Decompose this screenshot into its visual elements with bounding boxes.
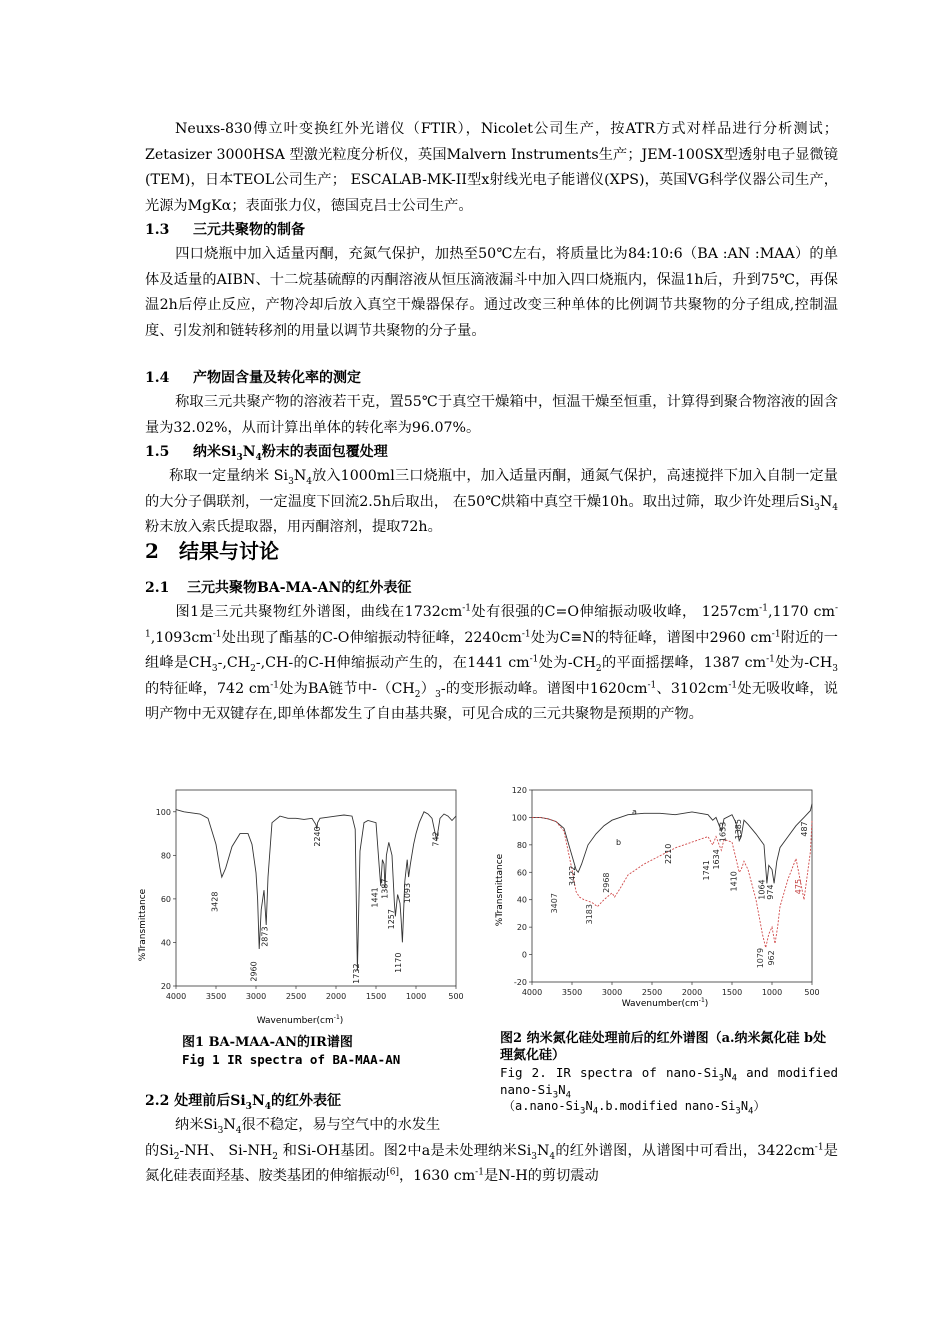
peak-label: 1441 (370, 887, 380, 908)
y-tick-label: 40 (516, 895, 527, 905)
x-axis-label: $Wavenumber(cm^{-1})$ (256, 1014, 344, 1026)
peak-label: 1064 (757, 879, 767, 900)
x-tick-label: 1000 (761, 988, 783, 997)
y-axis-label: %Transmittance (495, 853, 505, 927)
peak-label: 1093 (403, 882, 412, 904)
section-heading-1-5: 1.5 纳米$Si_3N_4$粉末的表面包覆处理 (145, 444, 388, 463)
fig2-caption-en: Fig 2. IR spectra of nano-$Si_3N_4$ and modified nano-$Si_3N_4$ (500, 1065, 838, 1101)
x-tick-label: 2000 (325, 992, 347, 1001)
x-tick-label: 1500 (365, 992, 387, 1001)
peak-label: 3422 (568, 865, 578, 886)
y-tick-label: 100 (511, 813, 527, 823)
peak-label: 1741 (701, 860, 711, 881)
peak-label: 1634 (711, 849, 721, 870)
peak-label: 2210 (664, 843, 674, 865)
x-tick-label: 4000 (165, 992, 187, 1001)
peak-label: 2873 (260, 926, 270, 947)
peak-label: 2240 (313, 826, 322, 847)
peak-label: 1732 (352, 963, 362, 984)
section-heading-2-2: 2.2 处理前后$Si_3N_4$的红外表征 (145, 1093, 341, 1112)
y-tick-label: 80 (160, 851, 171, 861)
peak-label: 3428 (210, 891, 220, 912)
fig2-caption-cn: 图2 纳米氮化硅处理前后的红外谱图（a.纳米氮化硅 b处理氮化硅） (500, 1031, 827, 1063)
paragraph-2-2: 纳米$Si_3N_4$很不稳定，易与空气中的水发生 的$Si_2-NH$、 $Si-NH_2$ 和Si-OH基团。图2中a是未处理纳米$Si_3N_4$的红外谱图，从谱图中可看出，$3422cm^{-1}$是氮化硅表面羟基、胺类基团的伸缩振动[6]，1630 $cm^{-1}$是N-H的剪切震动 (145, 1117, 838, 1184)
peak-label: 1410 (729, 871, 739, 892)
x-tick-label: 2500 (641, 988, 663, 997)
plot-frame (176, 790, 456, 986)
section-heading-1-4: 1.4 产物固含量及转化率的测定 (145, 370, 361, 386)
y-tick-label: 60 (516, 868, 527, 878)
peak-label: b (616, 837, 622, 847)
peak-label: 487 (800, 821, 810, 837)
peak-label: 1633 (718, 821, 728, 843)
y-tick-label: 100 (155, 807, 171, 817)
y-tick-label: 20 (160, 982, 171, 991)
y-tick-label: 120 (511, 786, 527, 795)
y-tick-label: 0 (521, 950, 527, 960)
y-axis-label: %Transmittance (138, 888, 148, 962)
y-tick-label: -20 (513, 978, 527, 987)
section-heading-2-1: 2.1 三元共聚物BA-MA-AN的红外表征 (145, 580, 412, 596)
peak-label: 475 (793, 878, 803, 895)
paragraph-2-1: 图1是三元共聚物红外谱图，曲线在$1732cm^{-1}$处有很强的C=O伸缩振动吸收峰， $1257cm^{-1},1170$ $cm^{-1},1093cm^{-1}$处出现了酯基的C-O伸缩振动特征峰，$2240cm^{-1}$处为C≡N的特征峰，谱图中2960 $cm^{-1}$附近的一组峰是$CH_3-,CH_2-,CH-$的C-H伸缩振动产生的，在1441 $cm^{-1}$处为$-CH_2$的平面摇摆峰，1387 $cm^{-1}$处为$-CH_3$的特征峰，742 $cm^{-1}$处为BA链节中$-(CH_2)_3-$的变形振动峰。谱图中$1620cm^{-1}$、$3102cm^{-1}$处无吸收峰，说明产物中无双键存在,即单体都发生了自由基共聚，可见合成的三元共聚物是预期的产物。 (145, 603, 839, 722)
peak-label: 1257 (387, 909, 396, 930)
y-tick-label: 60 (160, 894, 171, 904)
x-tick-label: 2500 (285, 992, 307, 1001)
x-tick-label: 500 (448, 992, 464, 1001)
y-tick-label: 40 (160, 938, 171, 948)
peak-label: 1387 (380, 878, 390, 899)
paragraph-1-3: 四口烧瓶中加入适量丙酮，充氮气保护，加热至50℃左右，将质量比为84:10:6（BA :AN :MAA）的单体及适量的AIBN、十二烷基硫醇的丙酮溶液从恒压滴液漏斗中加入四口烧瓶内，保温1h后，升到75℃，再保温2h后停止反应，产物冷却后放入真空干燥器保存。通过改变三种单体的比例调节共聚物的分子组成,控制温度、引发剂和链转移剂的用量以调节共聚物的分子量。 (145, 246, 838, 339)
x-tick-label: 4000 (521, 988, 543, 997)
paragraph-instruments: Neuxs-830傅立叶变换红外光谱仪（FTIR），Nicolet公司生产，按ATR方式对样品进行分析测试； Zetasizer 3000HSA 型激光粒度分析仪，英国Malvern Instruments生产；JEM-100SX型透射电子显微镜(TEM)，日本TEOL公司生产； ESCALAB-MK-II型x射线光电子能谱仪(XPS)，英国VG科学仪器公司生产，光源为MgKα；表面张力仪，德国克吕士公司生产。 (145, 121, 838, 214)
x-tick-label: 3500 (205, 992, 227, 1001)
section-heading-2: 2 结果与讨论 (145, 539, 279, 563)
peak-label: 1170 (394, 952, 404, 973)
x-tick-label: 1000 (405, 992, 427, 1001)
peak-label: 3407 (549, 893, 559, 914)
fig2-caption-sub: （$a.nano-Si_3N_4.b.modified$ nano-$Si_3N_4$） (503, 1099, 766, 1117)
peak-label: 1385 (733, 819, 743, 840)
x-tick-label: 1500 (721, 988, 743, 997)
paragraph-1-5: 称取一定量纳米 $Si_3N_4$放入1000ml三口烧瓶中，加入适量丙酮，通氮气保护，高速搅拌下加入自制一定量的大分子偶联剂，一定温度下回流2.5h后取出， 在50℃烘箱中真空干燥10h。取出过筛，取少许处理后$Si_3N_4$粉末放入索氏提取器，用丙酮溶剂，提取72h。 (145, 468, 838, 535)
x-axis-label: $Wavenumber(cm^{-1})$ (621, 997, 709, 1009)
section-heading-1-3: 1.3 三元共聚物的制备 (145, 222, 305, 238)
y-tick-label: 20 (516, 923, 527, 933)
ir-spectrum-chart-fig1 (130, 780, 470, 1030)
peak-label: 1079 (756, 947, 766, 969)
peak-label: a (632, 807, 637, 817)
fig1-caption-en: Fig 1 IR spectra of BA-MAA-AN (182, 1052, 401, 1067)
x-tick-label: 2000 (681, 988, 703, 997)
peak-label: 2960 (249, 961, 259, 982)
x-tick-label: 3500 (561, 988, 583, 997)
ir-spectrum-chart-fig2 (490, 780, 830, 1010)
peak-label: 2968 (601, 872, 611, 893)
paragraph-1-4: 称取三元共聚产物的溶液若干克，置55℃于真空干燥箱中，恒温干燥至恒重，计算得到聚合物溶液的固含量为32.02%，从而计算出单体的转化率为96.07%。 (145, 394, 838, 436)
x-tick-label: 500 (804, 988, 820, 997)
fig1-caption-cn: 图1 BA-MAA-AN的IR谱图 (182, 1035, 353, 1050)
peak-label: 962 (767, 950, 776, 966)
peak-label: 742 (431, 831, 441, 847)
y-tick-label: 80 (516, 840, 527, 850)
x-tick-label: 3000 (245, 992, 267, 1001)
peak-label: 974 (765, 884, 775, 900)
peak-label: 3183 (585, 904, 594, 925)
x-tick-label: 3000 (601, 988, 623, 997)
